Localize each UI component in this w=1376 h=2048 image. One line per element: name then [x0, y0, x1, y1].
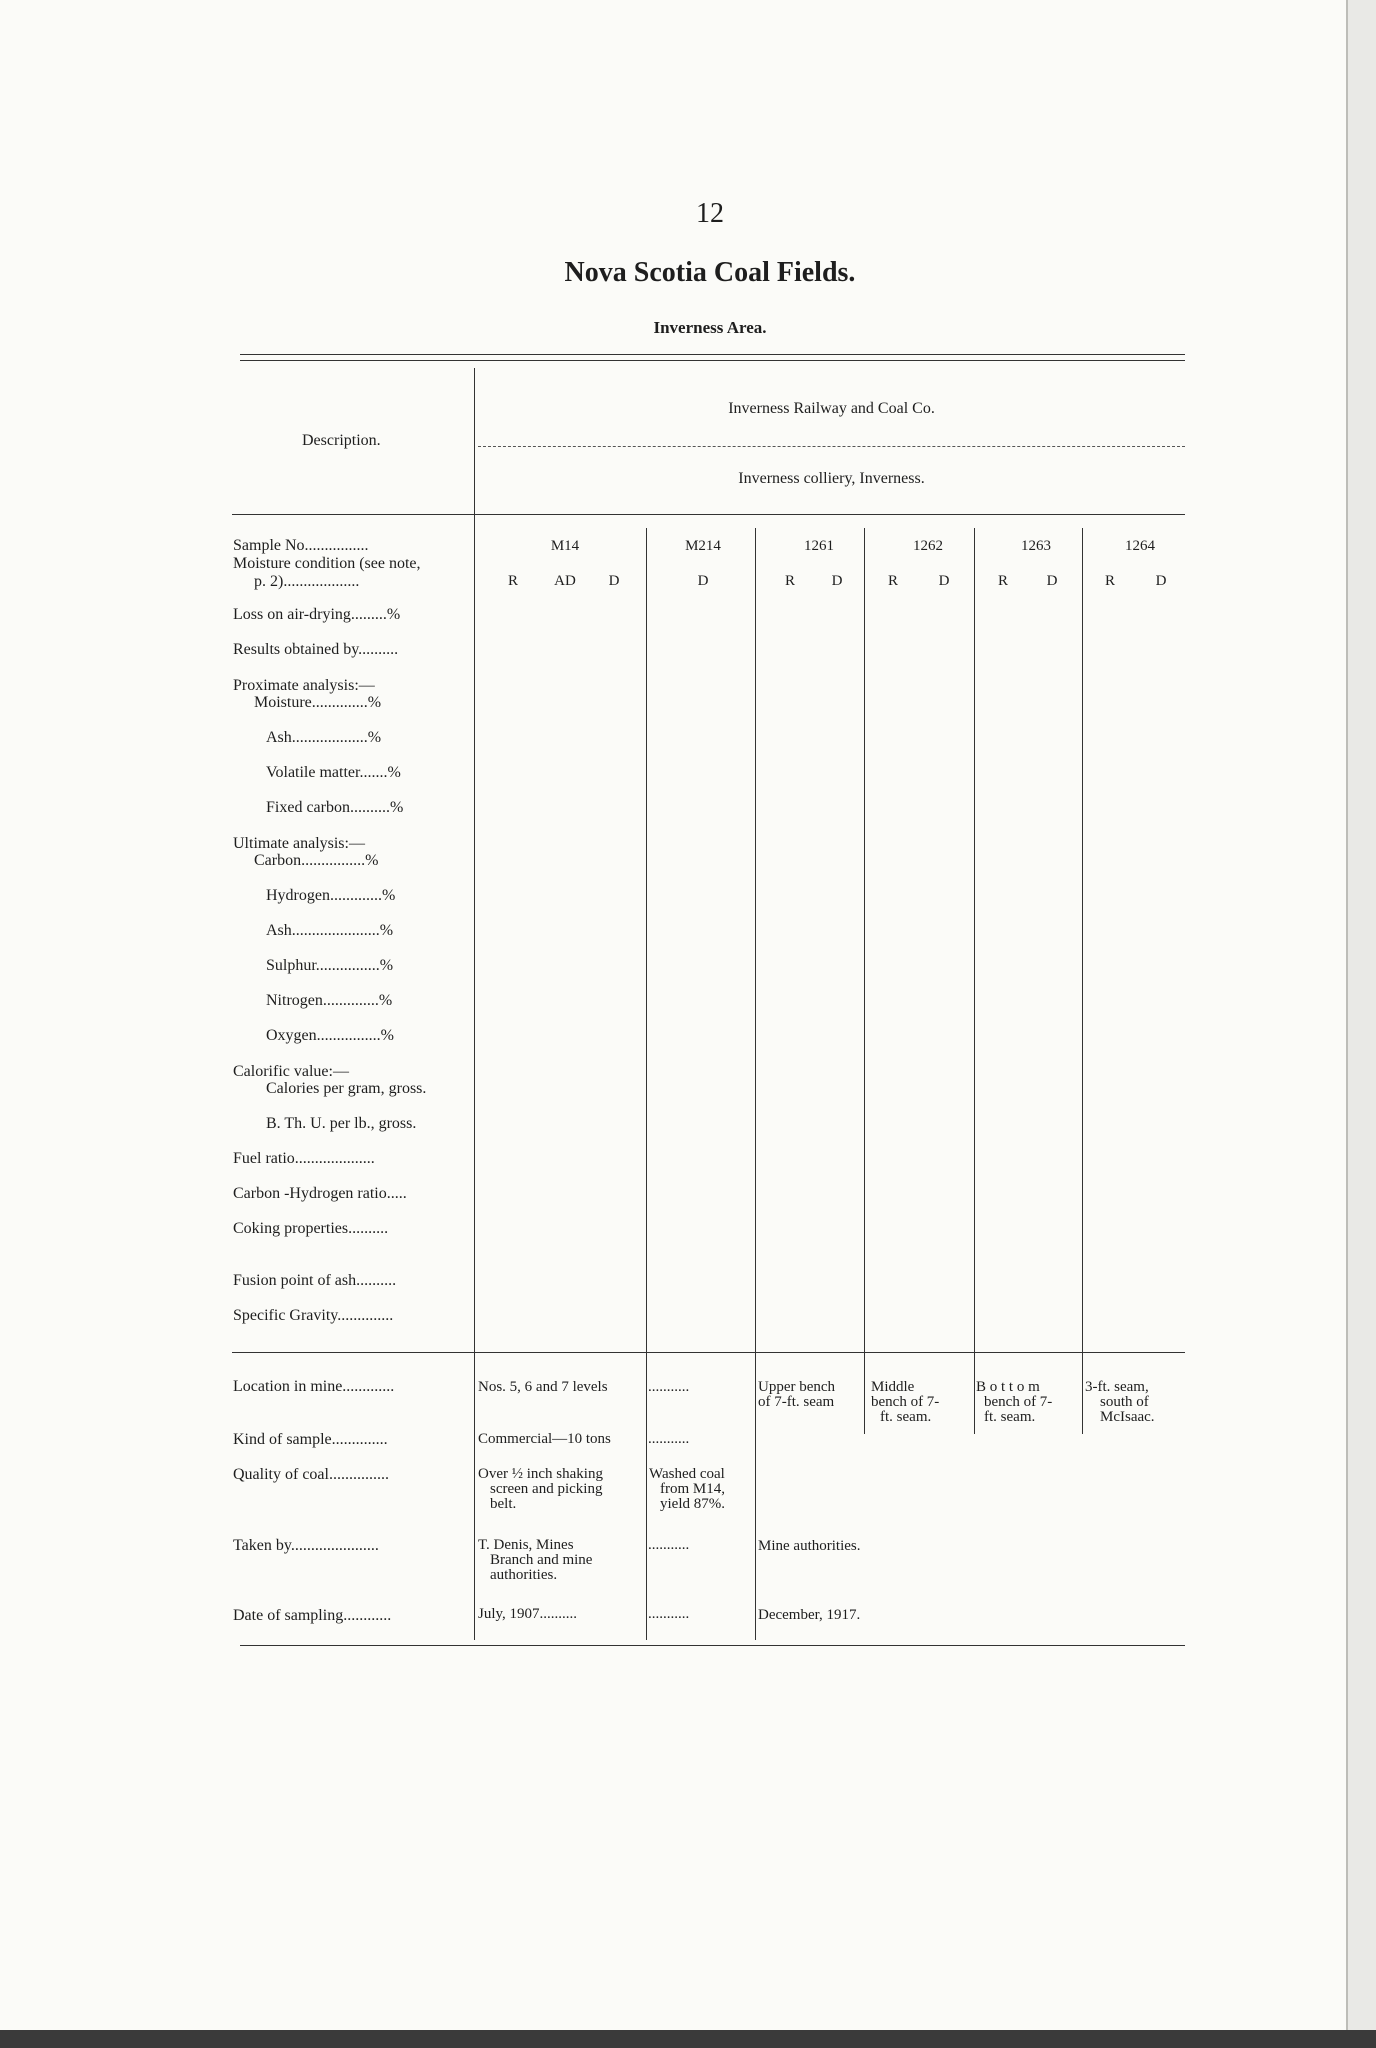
label-ash: Ash...................%: [266, 729, 382, 746]
location-1263-line2: bench of 7-: [984, 1394, 1053, 1410]
quality-m214-line1: Washed coal: [649, 1466, 725, 1482]
description-header: Description.: [302, 432, 381, 449]
date-rest: December, 1917.: [758, 1607, 861, 1623]
condition-s1264-0: R: [1104, 573, 1115, 589]
quality-m14-line1: Over ½ inch shaking: [478, 1466, 603, 1482]
sample-number-m214: M214: [685, 538, 721, 554]
label-sample-no: Sample No................: [233, 537, 369, 554]
location-1263-line3: ft. seam.: [984, 1409, 1036, 1425]
analysis-bottom-rule: [232, 1352, 1185, 1353]
table-top-rule-2: [240, 360, 1185, 361]
label-hydrogen: Hydrogen.............%: [266, 887, 396, 904]
label-coking: Coking properties..........: [233, 1220, 389, 1237]
kind-m214: ...........: [648, 1431, 690, 1447]
taken-by-m14-line2: Branch and mine: [490, 1552, 593, 1568]
condition-s1262-0: R: [887, 573, 898, 589]
location-1262-line2: bench of 7-: [871, 1394, 940, 1410]
label-calories: Calories per gram, gross.: [266, 1080, 427, 1097]
condition-s1263-1: D: [1046, 573, 1058, 589]
colliery-header: Inverness colliery, Inverness.: [738, 470, 925, 487]
location-1263-line1: B o t t o m: [976, 1379, 1040, 1395]
sample-number-s1264: 1264: [1125, 538, 1155, 554]
label-loss: Loss on air-drying.........%: [233, 606, 401, 623]
condition-m14-0: R: [507, 573, 518, 589]
label-results: Results obtained by..........: [233, 641, 399, 658]
location-1264-line1: 3-ft. seam,: [1085, 1379, 1149, 1395]
location-1262-line1: Middle: [871, 1379, 915, 1395]
location-m14: Nos. 5, 6 and 7 levels: [478, 1379, 608, 1395]
page-number: 12: [696, 198, 724, 229]
label-btu: B. Th. U. per lb., gross.: [266, 1115, 417, 1132]
table-bottom-rule: [240, 1645, 1185, 1646]
label-kind: Kind of sample..............: [233, 1431, 388, 1448]
condition-s1261-0: R: [784, 573, 795, 589]
location-m214: ...........: [648, 1379, 690, 1395]
taken-by-rest: Mine authorities.: [758, 1538, 861, 1554]
label-proximate: Proximate analysis:—: [233, 677, 375, 694]
label-specific-gravity: Specific Gravity..............: [233, 1307, 394, 1324]
quality-m14-line3: belt.: [490, 1496, 517, 1512]
header-bottom-rule: [232, 514, 1185, 515]
location-1261-line2: of 7-ft. seam: [758, 1394, 835, 1410]
scan-border: [0, 2030, 1376, 2048]
condition-s1261-1: D: [831, 573, 843, 589]
label-oxygen: Oxygen................%: [266, 1027, 394, 1044]
date-m14: July, 1907..........: [478, 1606, 578, 1622]
label-moisture-condition: Moisture condition (see note,: [233, 555, 421, 572]
table-top-rule-1: [240, 354, 1185, 355]
page-subtitle: Inverness Area.: [653, 318, 767, 337]
taken-by-m14-line1: T. Denis, Mines: [478, 1537, 574, 1553]
column-divider-m14: [646, 528, 647, 1640]
quality-m214-line2: from M14,: [660, 1481, 725, 1497]
label-quality: Quality of coal...............: [233, 1466, 389, 1483]
column-divider-description: [474, 368, 475, 1640]
label-carbon: Carbon................%: [254, 852, 379, 869]
date-m214: ...........: [648, 1606, 690, 1622]
sample-number-s1262: 1262: [913, 538, 943, 554]
column-divider-1262: [974, 528, 975, 1434]
page-title: Nova Scotia Coal Fields.: [564, 257, 856, 288]
sample-number-m14: M14: [550, 538, 580, 554]
condition-m14-1: AD: [554, 573, 576, 589]
sample-number-s1263: 1263: [1021, 538, 1051, 554]
location-1264-line3: McIsaac.: [1100, 1409, 1155, 1425]
label-fuel-ratio: Fuel ratio....................: [233, 1150, 375, 1167]
quality-m214-line3: yield 87%.: [660, 1496, 725, 1512]
label-ch-ratio: Carbon -Hydrogen ratio.....: [233, 1185, 407, 1202]
label-volatile: Volatile matter.......%: [266, 764, 401, 781]
taken-by-m214: ...........: [648, 1537, 690, 1553]
column-divider-m214: [755, 528, 756, 1640]
condition-m214-0: D: [697, 573, 709, 589]
condition-s1262-1: D: [938, 573, 950, 589]
location-1261-line1: Upper bench: [758, 1379, 836, 1395]
label-ash-ultimate: Ash......................%: [266, 922, 394, 939]
label-moisture-condition-2: p. 2)...................: [254, 573, 360, 590]
condition-s1264-1: D: [1155, 573, 1167, 589]
kind-m14: Commercial—10 tons: [478, 1431, 611, 1447]
location-1264-line2: south of: [1100, 1394, 1149, 1410]
label-fusion: Fusion point of ash..........: [233, 1272, 397, 1289]
label-sulphur: Sulphur................%: [266, 957, 394, 974]
label-date: Date of sampling............: [233, 1607, 392, 1624]
label-nitrogen: Nitrogen..............%: [266, 992, 393, 1009]
taken-by-m14-line3: authorities.: [490, 1567, 558, 1583]
condition-m14-2: D: [608, 573, 620, 589]
label-taken-by: Taken by......................: [233, 1537, 379, 1554]
label-ultimate: Ultimate analysis:—: [233, 835, 365, 852]
label-fixed-carbon: Fixed carbon..........%: [266, 799, 404, 816]
label-calorific: Calorific value:—: [233, 1063, 349, 1080]
column-divider-1261: [864, 528, 865, 1434]
sample-number-s1261: 1261: [804, 538, 834, 554]
label-location: Location in mine.............: [233, 1378, 395, 1395]
label-moisture: Moisture..............%: [254, 694, 382, 711]
quality-m14-line2: screen and picking: [490, 1481, 603, 1497]
page-edge: [1346, 0, 1376, 2048]
column-divider-1263: [1082, 528, 1083, 1434]
location-1262-line3: ft. seam.: [880, 1409, 932, 1425]
header-mid-rule: [478, 446, 1185, 447]
company-header: Inverness Railway and Coal Co.: [728, 400, 935, 417]
condition-s1263-0: R: [997, 573, 1008, 589]
